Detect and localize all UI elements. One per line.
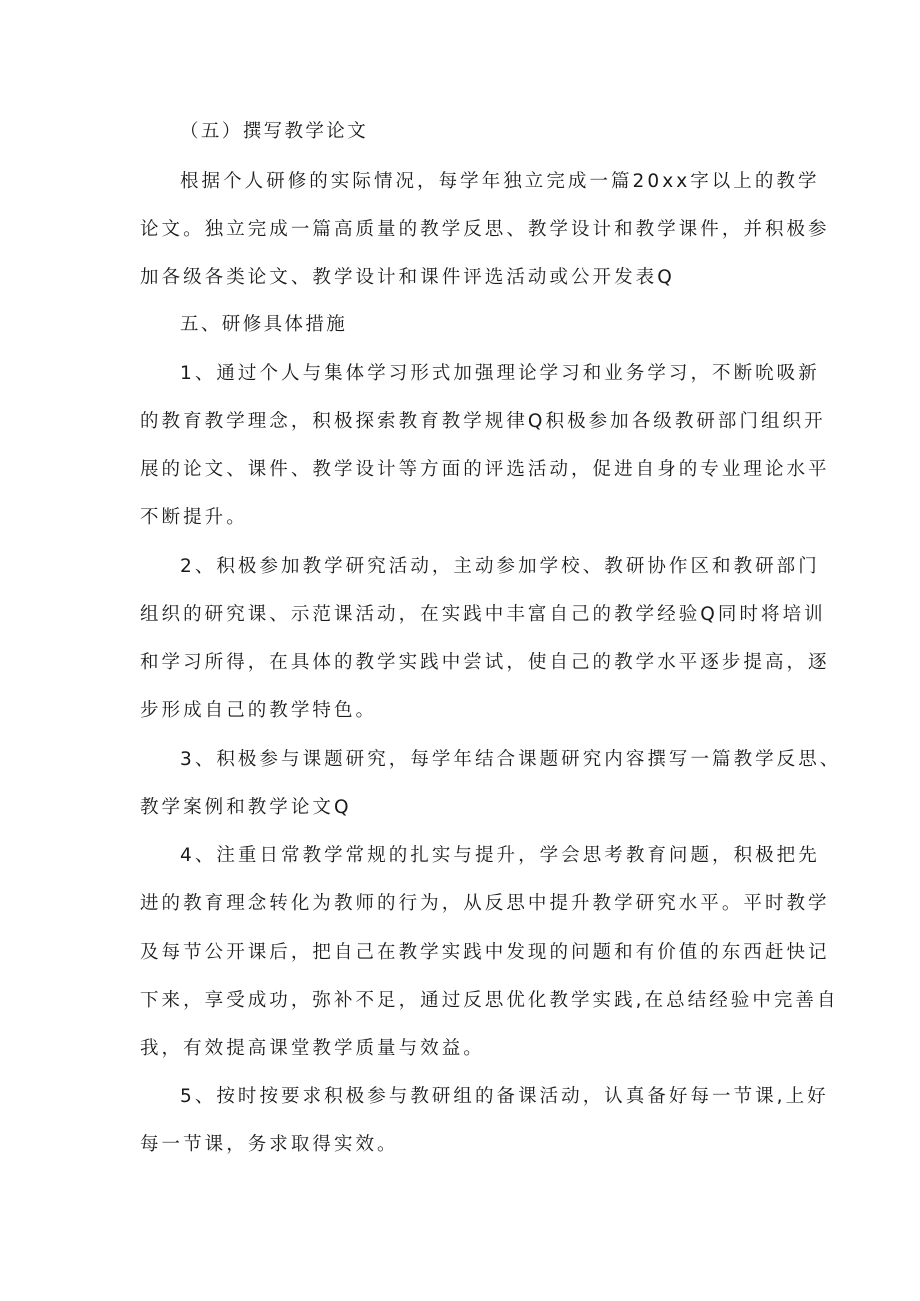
section-five-sub-heading: （五）撰写教学论文: [180, 121, 369, 142]
item-5-line: 5、按时按要求积极参与教研组的备课活动，认真备好每一节课,上好: [180, 1086, 829, 1107]
paragraph-line: 加各级各类论文、教学设计和课件评选活动或公开发表Q: [140, 267, 675, 288]
item-4-line: 进的教育理念转化为教师的行为，从反思中提升教学研究水平。平时教学: [140, 893, 830, 914]
item-1-line: 展的论文、课件、教学设计等方面的评选活动，促进自身的专业理论水平: [140, 459, 830, 480]
section-measures-heading: 五、研修具体措施: [180, 314, 348, 335]
item-4-line: 下来，享受成功，弥补不足，通过反思优化教学实践,在总结经验中完善自: [140, 990, 839, 1011]
item-5-line: 每一节课，务求取得实效。: [140, 1134, 399, 1155]
item-4-line: 及每节公开课后，把自己在教学实践中发现的问题和有价值的东西赶快记: [140, 942, 830, 963]
item-4-line: 我，有效提高课堂教学质量与效益。: [140, 1038, 485, 1059]
item-3-line: 教学案例和教学论文Q: [140, 797, 352, 818]
item-2-line: 步形成自己的教学特色。: [140, 700, 378, 721]
paragraph-line: 根据个人研修的实际情况，每学年独立完成一篇20xx字以上的教学: [180, 171, 820, 192]
item-2-line: 和学习所得，在具体的教学实践中尝试，使自己的教学水平逐步提高，逐: [140, 652, 830, 673]
item-1-line: 1、通过个人与集体学习形式加强理论学习和业务学习，不断吮吸新: [180, 363, 820, 384]
item-2-line: 2、积极参加教学研究活动，主动参加学校、教研协作区和教研部门: [180, 556, 820, 577]
item-3-line: 3、积极参与课题研究，每学年结合课题研究内容撰写一篇教学反思、: [180, 749, 842, 770]
item-1-line: 的教育教学理念，积极探索教育教学规律Q积极参加各级教研部门组织开: [140, 411, 826, 432]
paragraph-line: 论文。独立完成一篇高质量的教学反思、教学设计和教学课件，并积极参: [140, 219, 830, 240]
item-4-line: 4、注重日常教学常规的扎实与提升，学会思考教育问题，积极把先: [180, 845, 820, 866]
item-2-line: 组织的研究课、示范课活动，在实践中丰富自己的教学经验Q同时将培训: [140, 604, 826, 625]
item-1-line: 不断提升。: [140, 507, 248, 528]
